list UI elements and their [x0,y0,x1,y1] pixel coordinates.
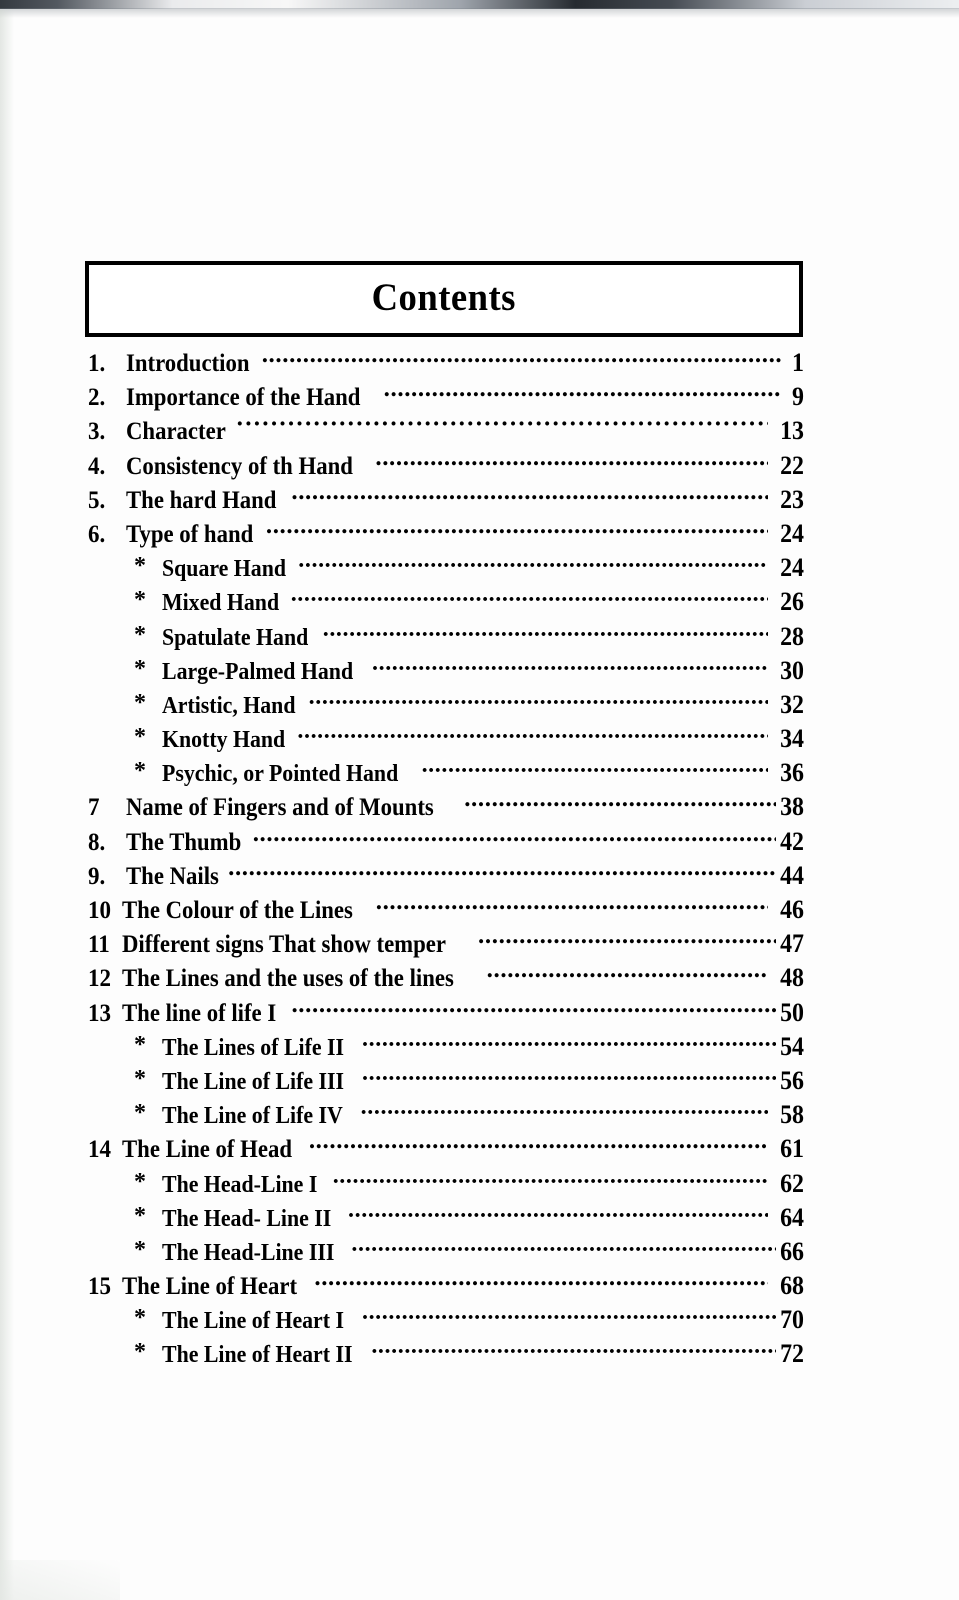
scan-edge-artifact-left [0,10,14,1600]
toc-entry-label: Psychic, or Pointed Hand [162,761,399,788]
toc-entry-page-number: 54 [780,1031,804,1061]
toc-entry-page-number: 38 [780,792,804,822]
toc-dot-leader [478,927,776,952]
toc-sub-entry[interactable] [88,1235,804,1269]
toc-entry-bullet-icon: * [134,655,146,682]
toc-entry[interactable] [88,1269,804,1303]
toc-dot-leader [291,996,776,1021]
toc-entry-number: 3. [88,418,106,446]
toc-entry-page-number: 48 [780,963,804,993]
toc-entry-label: The Thumb [126,828,242,856]
toc-sub-entry[interactable] [88,1030,804,1064]
toc-entry-label: The Line of Head [122,1136,293,1164]
toc-entry-bullet-icon: * [134,724,146,751]
toc-entry-page-number: 36 [780,758,804,788]
toc-entry-page-number: 13 [780,416,804,446]
toc-dot-leader [333,1167,768,1192]
toc-entry-number: 8. [88,828,106,856]
toc-entry-page-number: 9 [792,382,804,412]
toc-entry-label: The line of life I [122,999,277,1027]
toc-entry-page-number: 24 [780,553,804,583]
toc-entry-page-number: 32 [780,689,804,719]
toc-sub-entry[interactable] [88,756,804,790]
toc-entry-label: Large-Palmed Hand [162,658,354,685]
toc-entry-bullet-icon: * [134,1168,146,1195]
toc-dot-leader [371,1337,776,1362]
toc-entry-label: Square Hand [162,556,287,583]
toc-dot-leader [309,688,768,713]
toc-dot-leader [372,654,768,679]
scan-edge-fade-top [0,8,959,18]
toc-entry-number: 11 [88,931,110,959]
toc-entry-label: The Head-Line III [162,1239,335,1266]
toc-entry-label: Name of Fingers and of Mounts [126,794,434,822]
toc-entry-bullet-icon: * [134,758,146,785]
toc-entry-page-number: 42 [780,826,804,856]
toc-entry[interactable] [88,380,804,414]
table-of-contents-list [88,346,804,1372]
toc-entry-bullet-icon: * [134,553,146,580]
toc-entry-label: The Colour of the Lines [122,897,353,924]
toc-entry-number: 7 [88,794,100,822]
toc-entry-page-number: 44 [780,860,804,890]
toc-sub-entry[interactable] [88,551,804,585]
toc-entry-page-number: 58 [780,1100,804,1130]
toc-entry-label: Importance of the Hand [126,384,361,412]
toc-dot-leader [323,620,768,645]
toc-dot-leader [375,449,768,474]
toc-entry-bullet-icon: * [134,1202,146,1229]
toc-entry[interactable] [88,961,804,995]
toc-dot-leader [314,1269,768,1294]
toc-entry[interactable] [88,893,804,927]
toc-dot-leader [228,859,776,884]
toc-entry-bullet-icon: * [134,1065,146,1092]
toc-dot-leader [384,380,781,405]
toc-sub-entry[interactable] [88,620,804,654]
toc-sub-entry[interactable] [88,1201,804,1235]
toc-entry-page-number: 61 [780,1134,804,1164]
toc-entry-page-number: 66 [780,1236,804,1266]
toc-entry-page-number: 50 [780,997,804,1027]
toc-sub-entry[interactable] [88,688,804,722]
toc-dot-leader [362,1064,776,1089]
toc-dot-leader [253,825,776,850]
toc-entry-number: 9. [88,862,106,890]
toc-entry[interactable] [88,825,804,859]
toc-entry-number: 2. [88,384,106,412]
toc-dot-leader [351,1235,776,1260]
toc-entry-label: Consistency of th Hand [126,452,353,480]
toc-entry-page-number: 72 [780,1339,804,1369]
toc-sub-entry[interactable] [88,1337,804,1371]
toc-entry[interactable] [88,927,804,961]
toc-entry-page-number: 30 [780,655,804,685]
toc-entry-page-number: 47 [780,929,804,959]
toc-dot-leader [298,551,768,576]
toc-entry-page-number: 34 [780,724,804,754]
toc-entry-label: The Head-Line I [162,1171,318,1198]
contents-heading-box [85,261,803,337]
toc-entry-label: The Line of Life III [162,1068,345,1095]
toc-dot-leader [376,893,768,918]
toc-sub-entry[interactable] [88,1064,804,1098]
toc-entry-page-number: 64 [780,1202,804,1232]
toc-entry-label: Introduction [126,350,250,377]
toc-dot-leader [362,1303,776,1328]
toc-entry-page-number: 46 [780,895,804,924]
toc-dot-leader [362,1030,776,1055]
toc-entry[interactable] [88,414,804,448]
toc-entry-label: The Lines of Life II [162,1034,345,1061]
toc-entry-number: 14 [88,1136,111,1164]
toc-entry-number: 12 [88,965,111,993]
toc-entry-label: Type of hand [126,520,254,548]
toc-dot-leader [236,414,768,439]
toc-entry[interactable] [88,449,804,483]
toc-entry-number: 15 [88,1273,111,1301]
toc-entry-page-number: 70 [780,1305,804,1335]
toc-sub-entry[interactable] [88,722,804,756]
toc-entry-label: Knotty Hand [162,727,286,754]
toc-dot-leader [297,722,768,747]
toc-dot-leader [262,346,781,371]
toc-entry[interactable] [88,859,804,893]
toc-entry-label: The Line of Heart II [162,1342,353,1369]
toc-entry-page-number: 23 [780,484,804,514]
toc-sub-entry[interactable] [88,1303,804,1337]
toc-entry-bullet-icon: * [134,1305,146,1332]
toc-dot-leader [291,483,768,508]
toc-entry-label: The Line of Life IV [162,1103,343,1130]
toc-sub-entry[interactable] [88,654,804,688]
toc-entry-label: The Lines and the uses of the lines [122,965,454,993]
toc-dot-leader [266,517,768,542]
toc-entry-page-number: 1 [792,348,804,377]
toc-entry-label: Character [126,418,226,446]
toc-entry-label: The Line of Heart I [162,1308,344,1335]
toc-dot-leader [487,961,768,986]
toc-dot-leader [291,585,768,610]
toc-entry-bullet-icon: * [134,621,146,648]
toc-dot-leader [309,1132,768,1157]
toc-entry-number: 5. [88,486,106,514]
toc-entry-label: Spatulate Hand [162,624,309,651]
toc-dot-leader [348,1201,768,1226]
toc-dot-leader [464,790,776,815]
toc-entry-bullet-icon: * [134,689,146,716]
toc-entry[interactable] [88,517,804,551]
toc-entry-number: 4. [88,452,106,480]
toc-entry-bullet-icon: * [134,1236,146,1263]
toc-entry-label: Mixed Hand [162,590,280,617]
toc-entry-label: The Nails [126,862,219,890]
toc-entry-bullet-icon: * [134,587,146,614]
toc-entry[interactable] [88,483,804,517]
toc-entry[interactable] [88,790,804,824]
toc-entry-page-number: 28 [780,621,804,651]
toc-entry-label: Different signs That show temper [122,931,446,959]
scan-edge-artifact-bottom-left [0,1560,120,1600]
toc-sub-entry[interactable] [88,585,804,619]
toc-entry-label: The hard Hand [126,486,277,514]
toc-entry-page-number: 24 [780,518,804,548]
toc-entry-page-number: 22 [780,450,804,480]
toc-dot-leader [361,1098,768,1123]
toc-entry-bullet-icon: * [134,1339,146,1366]
toc-sub-entry[interactable] [88,1167,804,1201]
toc-entry[interactable] [88,346,804,380]
toc-entry-number: 10 [88,897,111,924]
toc-entry[interactable] [88,1132,804,1166]
toc-entry-bullet-icon: * [134,1100,146,1127]
toc-entry-number: 13 [88,999,111,1027]
toc-entry-number: 6. [88,520,106,548]
toc-entry-number: 1. [88,350,106,377]
toc-dot-leader [422,756,768,781]
toc-entry-page-number: 56 [780,1065,804,1095]
toc-entry-label: Artistic, Hand [162,692,296,719]
page-title: Contents [371,275,517,319]
toc-sub-entry[interactable] [88,1098,804,1132]
toc-entry[interactable] [88,996,804,1030]
toc-entry-page-number: 62 [780,1168,804,1198]
toc-entry-label: The Head- Line II [162,1205,332,1232]
toc-entry-page-number: 68 [780,1271,804,1301]
toc-entry-bullet-icon: * [134,1031,146,1058]
toc-entry-page-number: 26 [780,587,804,617]
toc-entry-label: The Line of Heart [122,1273,298,1301]
